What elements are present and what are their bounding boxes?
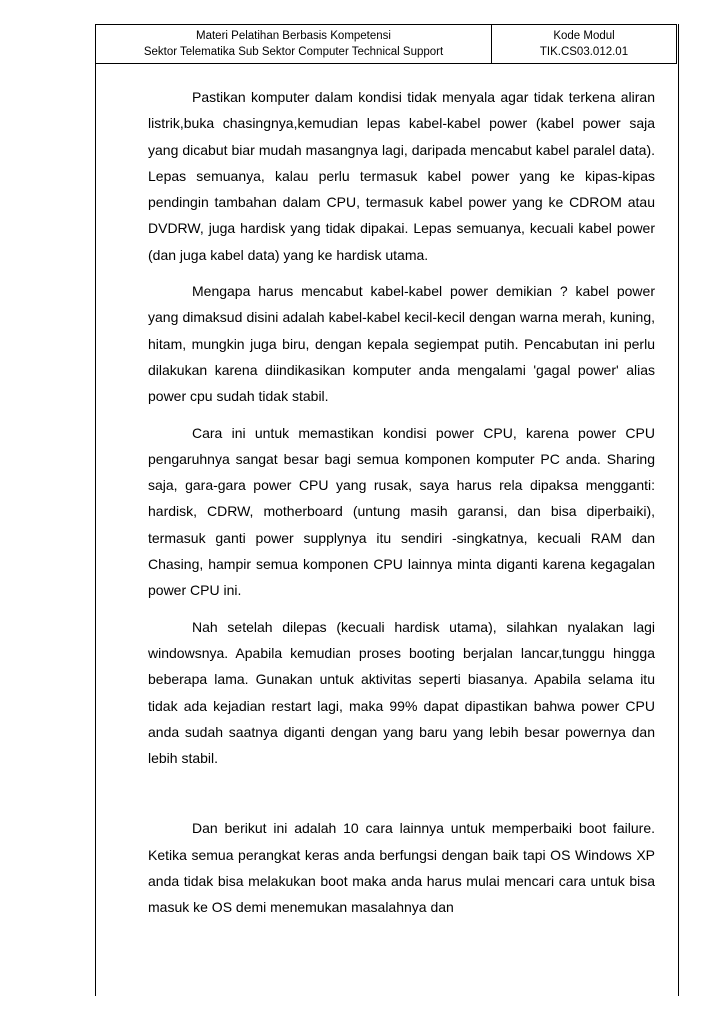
paragraph: Mengapa harus mencabut kabel-kabel power demikian ? kabel power yang dimaksud disini adalah kabel-kabel kecil-kecil dengan warna merah, kuning, hitam, mungkin juga biru, dengan kepala segiempat putih. Pencabutan ini perlu dilakukan karena diindikasikan komputer anda mengalami 'gagal power' alias power cpu sudah tidak stabil. [148, 283, 655, 405]
paragraph: Cara ini untuk memastikan kondisi power CPU, karena power CPU pengaruhnya sangat besar bagi semua komponen komputer PC anda. Sharing saja, gara-gara power CPU yang rusak, saya harus rela dipaksa mengganti: hardisk, CDRW, motherboard (untung masih garansi, dan bisa diperbaiki), termasuk ganti power supplynya itu sendiri -singkatnya, kecuali RAM dan Chasing, hampir semua komponen CPU lainnya minta diganti karena kegagalan power CPU ini. [148, 424, 655, 599]
header-title-line2: Sektor Telematika Sub Sektor Computer Technical Support [143, 46, 444, 58]
paragraph: Nah setelah dilepas (kecuali hardisk utama), silahkan nyalakan lagi windowsnya. Apabila kemudian proses booting berjalan lancar,tunggu hingga beberapa lama. Gunakan untuk aktivitas seperti biasanya. Apabila selama itu tidak ada kejadian restart lagi, maka 99% dapat dipastikan bahwa power CPU anda sudah saatnya diganti dengan yang baru yang lebih besar powernya dan lebih stabil. [148, 618, 655, 767]
body-text [148, 84, 655, 931]
paragraph: Pastikan komputer dalam kondisi tidak menyala agar tidak terkena aliran listrik,buka chasingnya,kemudian lepas kabel-kabel power (kabel power saja yang dicabut biar mudah masangnya lagi, daripada mencabut kabel paralel data). Lepas semuanya, kalau perlu termasuk kabel power yang ke kipas-kipas pendingin tambahan dalam CPU, termasuk kabel power yang ke CDROM atau DVDRW, juga hardisk yang tidak dipakai. Lepas semuanya, kecuali kabel power (dan juga kabel data) yang ke hardisk utama. [148, 89, 655, 263]
header-title-line1: Materi Pelatihan Berbasis Kompetensi [196, 30, 391, 42]
module-code-label: Kode Modul [553, 30, 615, 42]
paragraph: Dan berikut ini adalah 10 cara lainnya untuk memperbaiki boot failure. Ketika semua perangkat keras anda berfungsi dengan baik tapi OS Windows XP anda tidak bisa melakukan boot maka anda harus mulai mencari cara untuk bisa masuk ke OS demi menemukan masalahnya dan [148, 820, 655, 916]
module-code-value: TIK.CS03.012.01 [539, 46, 629, 58]
document-header [95, 24, 677, 64]
header-title-cell [96, 25, 492, 63]
header-code-cell [492, 25, 676, 63]
